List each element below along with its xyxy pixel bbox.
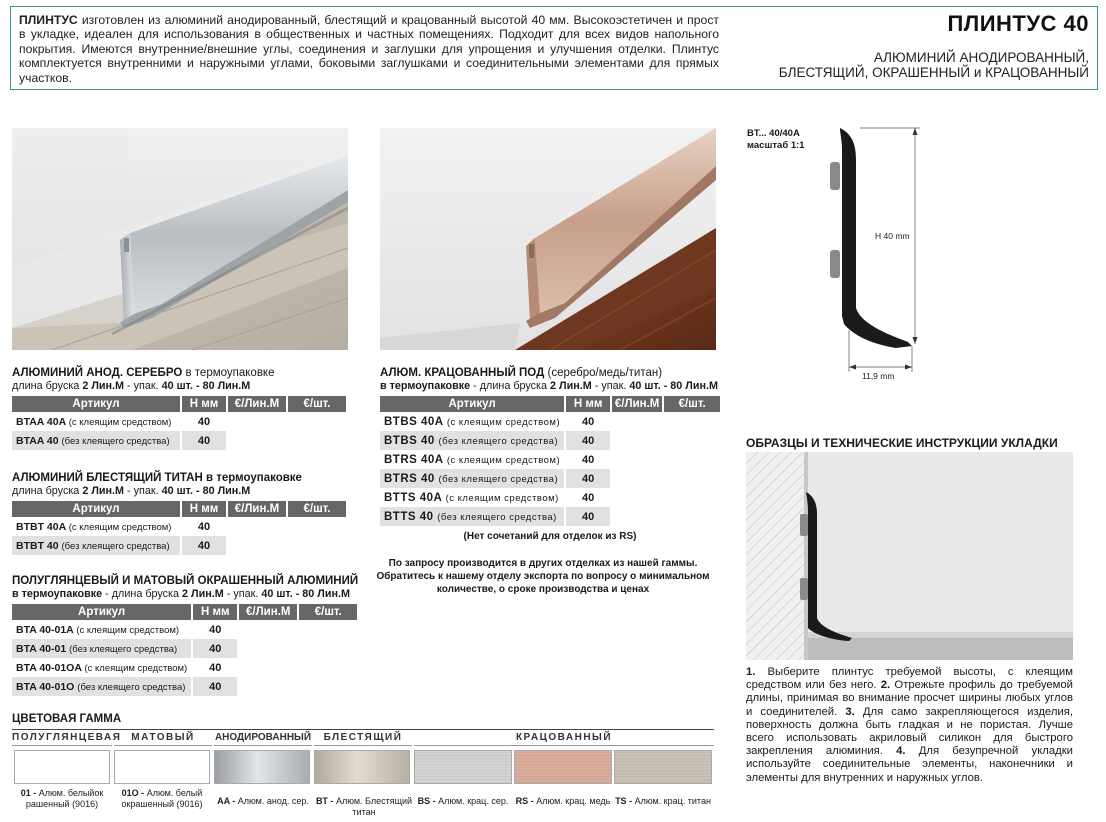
instructions-title: ОБРАЗЦЫ И ТЕХНИЧЕСКИЕ ИНСТРУКЦИИ УКЛАДКИ — [746, 436, 1058, 450]
product-block-brushed — [376, 366, 722, 596]
article-table — [10, 501, 348, 555]
group-brushed: КРАЦОВАННЫЙ — [414, 732, 714, 746]
swatch-label: AA - Алюм. анод. сер. — [217, 796, 309, 806]
group-matte: МАТОВЫЙ — [114, 732, 212, 746]
page-subtitle: АЛЮМИНИЙ АНОДИРОВАННЫЙ, БЛЕСТЯЩИЙ, ОКРАШЕННЫЙ и КРАЦОВАННЫЙ — [778, 50, 1089, 80]
swatch-label: 01O - Алюм. белый окрашенный (9016) — [121, 788, 203, 809]
table-row: BTBS 40 (без клеящего средства) 40 — [380, 431, 720, 450]
swatch-aa — [214, 750, 310, 784]
col-article: Артикул — [380, 396, 564, 412]
swatch-label: 01 - Алюм. белыйок рашенный (9016) — [20, 788, 104, 809]
table-row: BTRS 40 (без клеящего средства) 40 — [380, 469, 720, 488]
table-row: BTTS 40A (с клеящим средством) 40 — [380, 488, 720, 507]
article-table — [378, 396, 722, 526]
group-shiny: БЛЕСТЯЩИЙ — [314, 732, 412, 746]
height-label: H 40 mm — [875, 231, 910, 241]
swatch-label: TS - Алюм. крац. титан — [615, 796, 711, 806]
swatch-label: BT - Алюм. Блестящий титан — [315, 796, 413, 817]
product-title: АЛЮМИНИЙ АНОД. СЕРЕБРО в термоупаковке — [12, 367, 275, 379]
col-h: H мм — [566, 396, 610, 412]
product-title: АЛЮМИНИЙ БЛЕСТЯЩИЙ ТИТАН в термоупаковке — [12, 472, 302, 484]
col-article: Артикул — [12, 501, 180, 517]
col-eur-pc: €/шт. — [664, 396, 720, 412]
col-eur-pc: €/шт. — [288, 396, 346, 412]
swatch-label: BS - Алюм. крац. сер. — [417, 796, 509, 806]
col-h: H мм — [182, 396, 226, 412]
swatch-rs — [514, 750, 612, 784]
request-note: По запросу производится в других отделках из нашей гаммы. Обратитесь к нашему отделу экспорта по вопросу о минимальном количестве, о сроке производства и ценах — [376, 558, 710, 595]
product-block-shiny-titan — [12, 471, 348, 555]
photo-brushed-skirting — [380, 128, 716, 350]
table-row: BTAA 40 (без клеящего средства) 40 — [12, 431, 346, 450]
table-row: BTBT 40A (с клеящим средством) 40 — [12, 517, 346, 536]
group-anodized: АНОДИРОВАННЫЙ — [214, 732, 312, 746]
swatch-01 — [14, 750, 110, 784]
table-row: BTA 40-01OA (с клеящим средством) 40 — [12, 658, 357, 677]
col-eur-m: €/Лин.М — [239, 604, 297, 620]
table-row: BTA 40-01O (без клеящего средства) 40 — [12, 677, 357, 696]
color-gamma — [12, 729, 714, 819]
col-eur-pc: €/шт. — [299, 604, 357, 620]
drawing-label: BT... 40/40A масштаб 1:1 — [747, 128, 805, 151]
rs-note: (Нет сочетаний для отделок из RS) — [463, 531, 637, 542]
article-table — [10, 604, 359, 696]
col-eur-m: €/Лин.М — [228, 501, 286, 517]
product-subtitle: длина бруска 2 Лин.М - упак. 40 шт. - 80 Лин.М — [12, 485, 251, 497]
table-row: BTAA 40A (с клеящим средством) 40 — [12, 412, 346, 431]
swatch-01o — [114, 750, 210, 784]
col-eur-pc: €/шт. — [288, 501, 346, 517]
col-eur-m: €/Лин.М — [228, 396, 286, 412]
group-semigloss: ПОЛУГЛЯНЦЕВАЯ — [12, 732, 112, 746]
intro-text: ПЛИНТУС изготовлен из алюминий анодированный, блестящий и крацованный высотой 40 мм. Высокоэстетичен и прост в укладке, идеален для использования в общественных и частных помещениях. Подходит для всех видов напольного покрытия. Имеются внутренние/внешние углы, соединения и заглушки для упрощения и улучшения отделки. Плинтус комплектуется внутренними и наружными углами, боковыми заглушками и соединительными элементами для прямых участков. — [19, 13, 719, 85]
article-table — [10, 396, 348, 450]
installation-drawing — [746, 452, 1073, 660]
product-title: ПОЛУГЛЯНЦЕВЫЙ И МАТОВЫЙ ОКРАШЕННЫЙ АЛЮМИНИЙ — [12, 575, 359, 587]
table-row: BTRS 40A (с клеящим средством) 40 — [380, 450, 720, 469]
instructions-text: 1. Выберите плинтус требуемой высоты, с клеящим средством или без него. 2. Отрежьте профиль до требуемой длины, принимая во внимание просчет ширины любых углов и соединителей. 3. Для само закрепляющегося изделия, поверхность должна быть гладкая и не пористая. Лучше всего использовать акриловый силикон для быстрого закрепления алюминия. 4. Для безупречной укладки используйте соединительные элементы, наконечники и элементы для внутренних и наружных углов. — [746, 666, 1073, 784]
swatch-bt — [314, 750, 410, 784]
product-subtitle: в термоупаковке - длина бруска 2 Лин.М - упак. 40 шт. - 80 Лин.М — [12, 588, 351, 600]
col-h: H мм — [193, 604, 237, 620]
product-title: АЛЮМ. КРАЦОВАННЫЙ ПОД (серебро/медь/титан) — [380, 367, 663, 379]
swatch-bs — [414, 750, 512, 784]
col-article: Артикул — [12, 396, 180, 412]
table-row: BTTS 40 (без клеящего средства) 40 — [380, 507, 720, 526]
col-h: H мм — [182, 501, 226, 517]
photo-silver-skirting — [12, 128, 348, 350]
profile-drawing — [800, 120, 930, 385]
gamma-title: ЦВЕТОВАЯ ГАММА — [12, 713, 122, 725]
col-eur-m: €/Лин.М — [612, 396, 662, 412]
product-subtitle: в термоупаковке - длина бруска 2 Лин.М - упак. 40 шт. - 80 Лин.М — [380, 380, 719, 392]
product-block-painted — [12, 574, 359, 696]
table-row: BTA 40-01A (с клеящим средством) 40 — [12, 620, 357, 639]
width-label: 11,9 mm — [862, 371, 895, 381]
product-subtitle: длина бруска 2 Лин.М - упак. 40 шт. - 80 Лин.М — [12, 380, 251, 392]
table-row: BTBT 40 (без клеящего средства) 40 — [12, 536, 346, 555]
table-row: BTA 40-01 (без клеящего средства) 40 — [12, 639, 357, 658]
col-article: Артикул — [12, 604, 191, 620]
swatch-ts — [614, 750, 712, 784]
table-row: BTBS 40A (с клеящим средством) 40 — [380, 412, 720, 431]
header-box — [10, 6, 1098, 90]
product-block-anod-silver — [12, 366, 348, 450]
page-title: ПЛИНТУС 40 — [947, 11, 1089, 36]
swatch-label: RS - Алюм. крац. медь — [515, 796, 611, 806]
